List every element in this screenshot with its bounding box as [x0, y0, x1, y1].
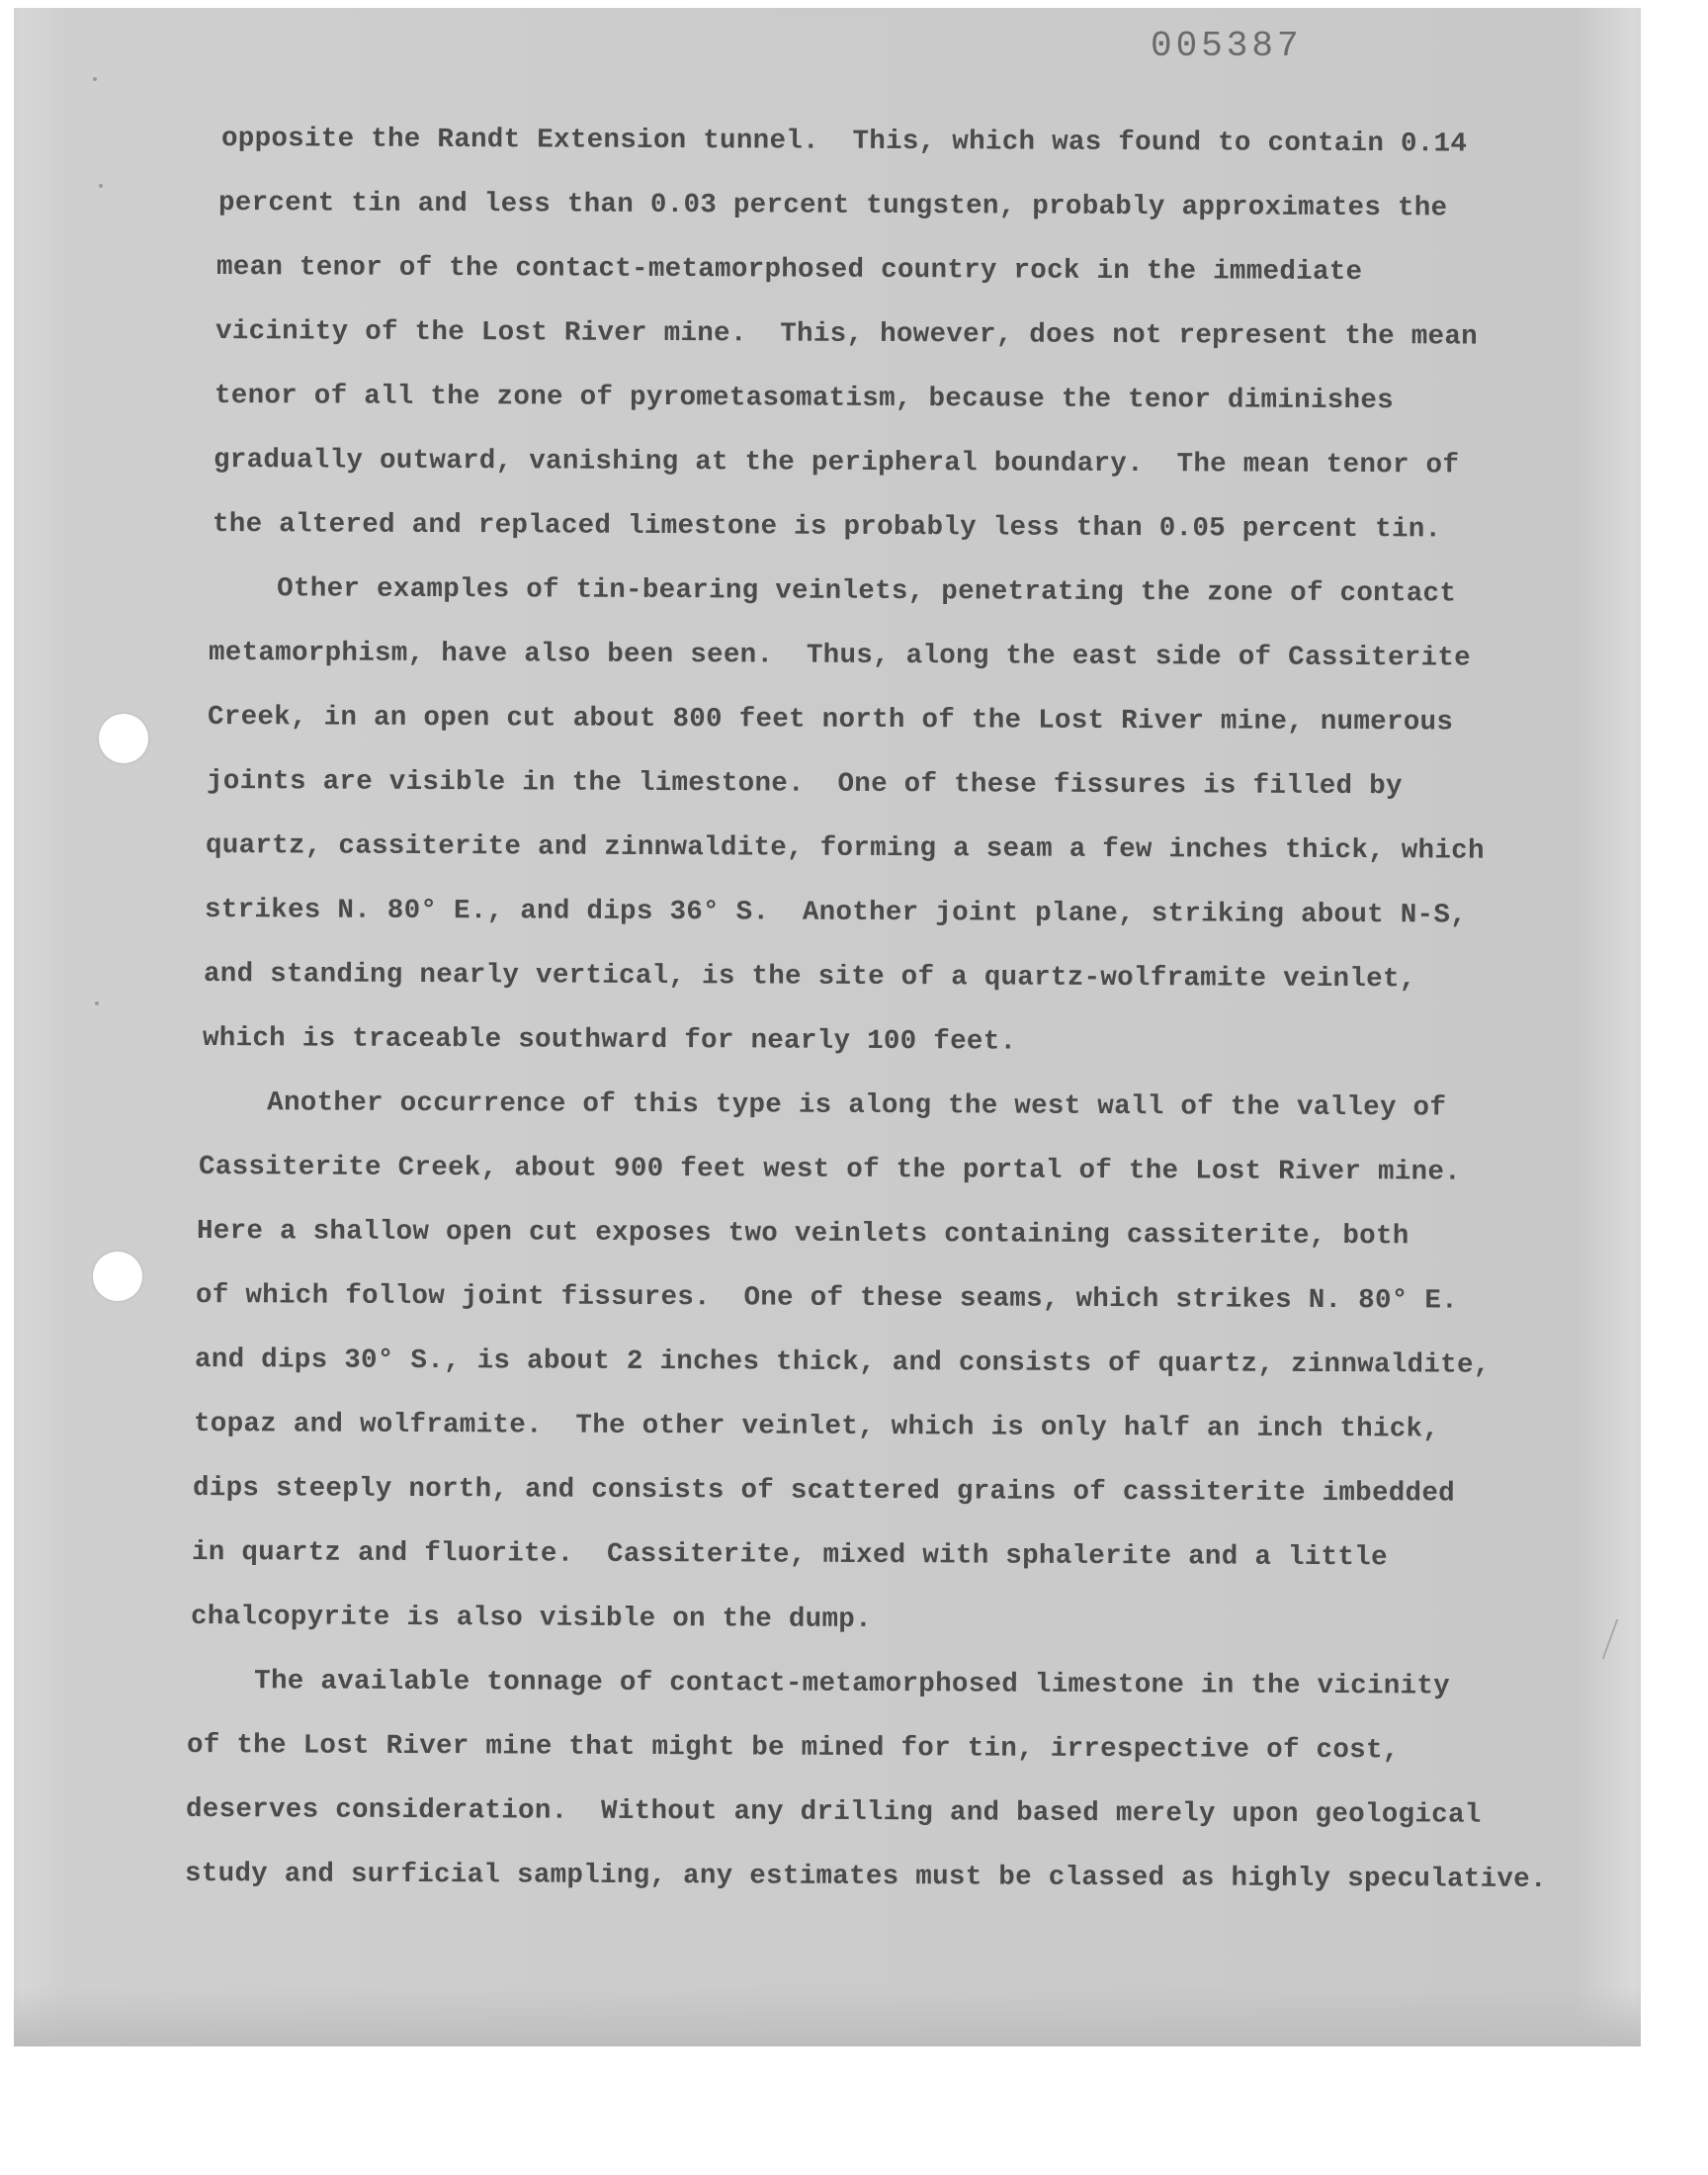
text-line: vicinity of the Lost River mine. This, however, does not represent the mean [214, 316, 1479, 353]
text-line: the altered and replaced limestone is probably less than 0.05 percent tin. [212, 509, 1442, 546]
text-line: joints are visible in the limestone. One of these fissures is filled by [206, 766, 1403, 803]
text-line: and dips 30° S., is about 2 inches thick, and consists of quartz, zinnwaldite, [194, 1345, 1491, 1381]
text-line: opposite the Randt Extension tunnel. This, which was found to contain 0.14 [220, 124, 1468, 160]
text-line: mean tenor of the contact-metamorphosed country rock in the immediate [215, 252, 1363, 289]
text-line: metamorphism, have also been seen. Thus, along the east side of Cassiterite [208, 638, 1472, 674]
page-number: 005387 [1151, 26, 1303, 66]
margin-speck [95, 1001, 99, 1005]
text-line: dips steeply north, and consists of scattered grains of cassiterite imbedded [192, 1473, 1456, 1510]
body-text [184, 107, 1547, 1906]
text-line: chalcopyrite is also visible on the dump. [190, 1602, 872, 1636]
text-line: quartz, cassiterite and zinnwaldite, forming a seam a few inches thick, which [205, 830, 1485, 867]
text-line: tenor of all the zone of pyrometasomatism, because the tenor diminishes [214, 381, 1395, 417]
text-line: in quartz and fluorite. Cassiterite, mixed with sphalerite and a little [191, 1537, 1388, 1574]
text-line: topaz and wolframite. The other veinlet, which is only half an inch thick, [193, 1409, 1440, 1445]
document-page [14, 8, 1641, 2046]
text-line: Another occurrence of this type is along the west wall of the valley of [200, 1088, 1447, 1124]
text-line: which is traceable southward for nearly 100 feet. [202, 1023, 1017, 1058]
margin-speck [99, 184, 103, 188]
text-line: strikes N. 80° E., and dips 36° S. Another joint plane, striking about N-S, [204, 895, 1468, 931]
page-bottom-shadow [14, 1987, 1641, 2046]
text-line: The available tonnage of contact-metamorphosed limestone in the vicinity [187, 1666, 1451, 1702]
punch-hole-top [99, 714, 148, 763]
punch-hole-bottom [93, 1252, 142, 1301]
edge-scratch [1582, 1619, 1619, 1659]
margin-speck [93, 77, 97, 81]
text-line: study and surficial sampling, any estimates must be classed as highly speculative. [184, 1859, 1547, 1896]
text-line: Other examples of tin-bearing veinlets, penetrating the zone of contact [210, 573, 1457, 610]
text-line: percent tin and less than 0.03 percent tungsten, probably approximates the [217, 188, 1448, 224]
text-line: Cassiterite Creek, about 900 feet west of the portal of the Lost River mine. [198, 1152, 1462, 1188]
text-line: deserves consideration. Without any drilling and based merely upon geological [185, 1794, 1482, 1831]
text-line: of which follow joint fissures. One of these seams, which strikes N. 80° E. [195, 1280, 1459, 1317]
text-line: and standing nearly vertical, is the site of a quartz-wolframite veinlet, [203, 959, 1416, 996]
text-line: gradually outward, vanishing at the peripheral boundary. The mean tenor of [213, 445, 1460, 481]
text-line: of the Lost River mine that might be mined for tin, irrespective of cost, [186, 1730, 1400, 1767]
text-line: Here a shallow open cut exposes two veinlets containing cassiterite, both [196, 1216, 1409, 1253]
text-line: Creek, in an open cut about 800 feet north of the Lost River mine, numerous [207, 702, 1454, 739]
